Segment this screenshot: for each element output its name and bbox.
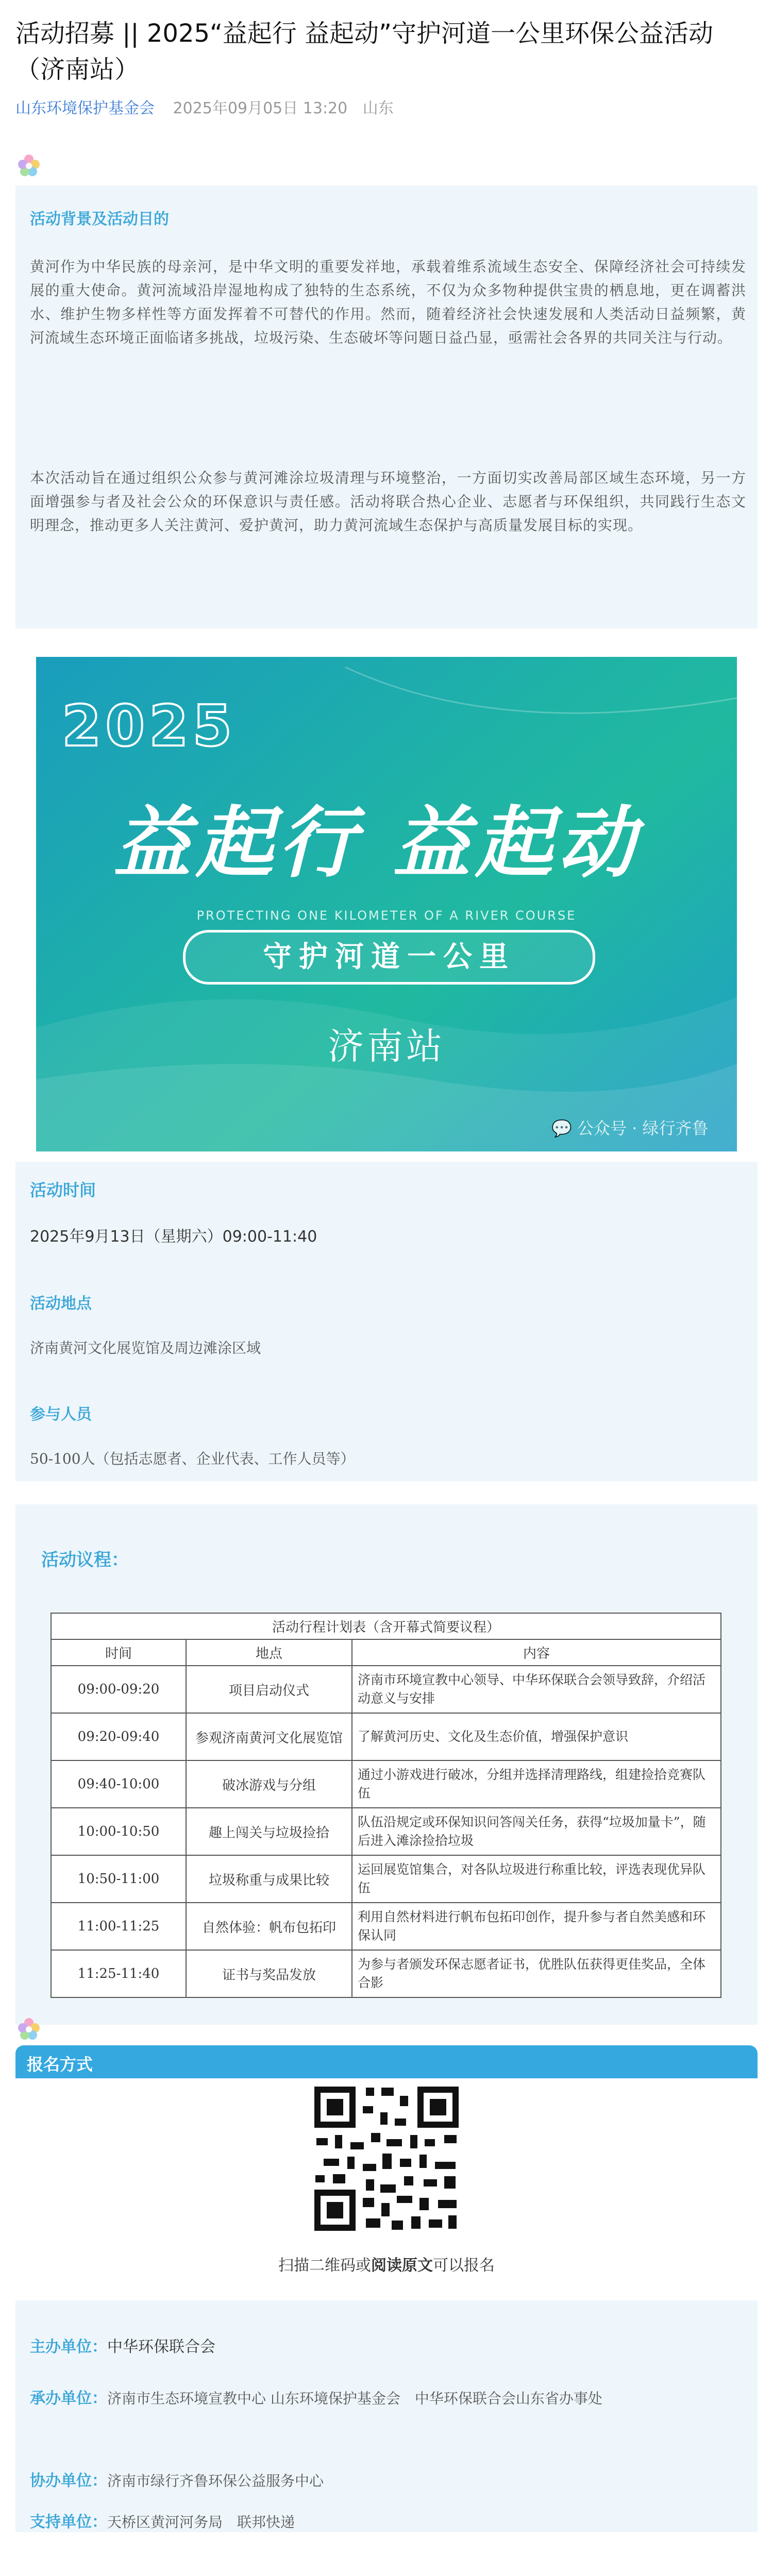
article-title: 活动招募 || 2025“益起行 益起动”守护河道一公里环保公益活动（济南站） bbox=[15, 19, 714, 84]
undertake-row bbox=[30, 2385, 751, 2412]
agenda-cell-content: 通过小游戏进行破冰，分组并选择清理路线，组建捡拾竞赛队伍 bbox=[352, 1760, 721, 1808]
agenda-row bbox=[51, 1666, 721, 1713]
agenda-cell-place: 趣上闯关与垃圾捡拾 bbox=[186, 1808, 352, 1855]
agenda-col-time: 时间 bbox=[51, 1639, 186, 1666]
support-value: 天桥区黄河河务局 联邦快递 bbox=[107, 2514, 295, 2531]
agenda-cell-time: 09:40-10:00 bbox=[51, 1760, 186, 1808]
agenda-col-content: 内容 bbox=[352, 1639, 721, 1666]
agenda-cell-time: 09:20-09:40 bbox=[51, 1713, 186, 1760]
event-banner bbox=[36, 657, 737, 1151]
agenda-cell-content: 为参与者颁发环保志愿者证书，优胜队伍获得更佳奖品，全体合影 bbox=[352, 1950, 721, 1997]
registration-bar-label: 报名方式 bbox=[27, 2055, 93, 2074]
agenda-cell-time: 11:00-11:25 bbox=[51, 1903, 186, 1950]
undertake-value: 济南市生态环境宣教中心 山东环境保护基金会 中华环保联合会山东省办事处 bbox=[107, 2390, 602, 2407]
banner-subtitle: 守护河道一公里 bbox=[183, 930, 595, 985]
time-heading: 活动时间 bbox=[30, 1180, 96, 1200]
agenda-col-place: 地点 bbox=[186, 1639, 352, 1666]
agenda-heading: 活动议程： bbox=[41, 1550, 129, 1570]
place-value: 济南黄河文化展览馆及周边滩涂区域 bbox=[30, 1340, 261, 1357]
agenda-row bbox=[51, 1713, 721, 1760]
article-date: 2025年09月05日 13:20 bbox=[173, 99, 348, 117]
info-panel bbox=[15, 1162, 758, 1481]
assist-label: 协办单位： bbox=[30, 2472, 107, 2490]
agenda-cell-content: 队伍沿规定或环保知识问答闯关任务，获得“垃圾加量卡”，随后进入滩涂捡拾垃圾 bbox=[352, 1808, 721, 1855]
background-panel bbox=[15, 185, 758, 629]
wechat-icon: 💬 bbox=[551, 1118, 572, 1138]
background-paragraph-1: 黄河作为中华民族的母亲河，是中华文明的重要发祥地，承载着维系流域生态安全、保障经济社会可持续发展的重大使命。黄河流域沿岸湿地构成了独特的生态系统，不仅为众多物种提供宝贵的栖息地，更在调蓄洪水、维护生物多样性等方面发挥着不可替代的作用。然而，随着经济社会快速发展和人类活动日益频繁，黄河流域生态环境正面临诸多挑战，垃圾污染、生态破坏等问题日益凸显，亟需社会各界的共同关注与行动。 bbox=[30, 258, 746, 346]
agenda-cell-place: 证书与奖品发放 bbox=[186, 1950, 352, 1997]
agenda-cell-content: 利用自然材料进行帆布包拓印创作，提升参与者自然美感和环保认同 bbox=[352, 1903, 721, 1950]
agenda-cell-content: 济南市环境宣教中心领导、中华环保联合会领导致辞，介绍活动意义与安排 bbox=[352, 1666, 721, 1713]
host-row bbox=[30, 2334, 215, 2357]
registration-caption-suffix: 可以报名 bbox=[433, 2257, 495, 2275]
agenda-cell-time: 09:00-09:20 bbox=[51, 1666, 186, 1713]
assist-value: 济南市绿行齐鲁环保公益服务中心 bbox=[107, 2472, 324, 2489]
place-heading: 活动地点 bbox=[30, 1295, 92, 1313]
registration-caption-prefix: 扫描二维码或 bbox=[278, 2257, 371, 2275]
people-heading: 参与人员 bbox=[30, 1405, 92, 1423]
agenda-cell-content: 运回展览馆集合，对各队垃圾进行称重比较，评选表现优异队伍 bbox=[352, 1855, 721, 1903]
agenda-cell-time: 10:50-11:00 bbox=[51, 1855, 186, 1903]
assist-row bbox=[30, 2468, 324, 2490]
agenda-row bbox=[51, 1950, 721, 1997]
agenda-cell-place: 垃圾称重与成果比较 bbox=[186, 1855, 352, 1903]
banner-station: 济南站 bbox=[328, 1025, 445, 1067]
read-original-link[interactable]: 阅读原文 bbox=[371, 2257, 433, 2275]
registration-bar bbox=[15, 2045, 758, 2078]
agenda-caption: 活动行程计划表（含开幕式简要议程） bbox=[51, 1613, 721, 1639]
background-heading: 活动背景及活动目的 bbox=[30, 210, 169, 228]
article-location: 山东 bbox=[362, 99, 394, 117]
article-meta bbox=[15, 95, 404, 118]
flower-decoration-icon bbox=[15, 2015, 42, 2042]
agenda-table bbox=[51, 1613, 721, 1998]
support-row bbox=[30, 2509, 295, 2532]
agenda-cell-time: 10:00-10:50 bbox=[51, 1808, 186, 1855]
agenda-cell-place: 项目启动仪式 bbox=[186, 1666, 352, 1713]
background-paragraph-2: 本次活动旨在通过组织公众参与黄河滩涂垃圾清理与环境整治，一方面切实改善局部区域生态环境，另一方面增强参与者及社会公众的环保意识与责任感。活动将联合热心企业、志愿者与环保组织，共同践行生态文明理念，推动更多人关注黄河、爱护黄河，助力黄河流域生态保护与高质量发展目标的实现。 bbox=[30, 469, 746, 534]
agenda-row bbox=[51, 1903, 721, 1950]
flower-decoration-icon bbox=[15, 152, 42, 179]
article-source-link[interactable]: 山东环境保护基金会 bbox=[15, 99, 155, 117]
banner-watermark-text: 公众号 · 绿行齐鲁 bbox=[577, 1118, 709, 1138]
time-value: 2025年9月13日（星期六）09:00-11:40 bbox=[30, 1228, 317, 1246]
undertake-label: 承办单位： bbox=[30, 2389, 107, 2408]
agenda-cell-content: 了解黄河历史、文化及生态价值，增强保护意识 bbox=[352, 1713, 721, 1760]
support-label: 支持单位： bbox=[30, 2513, 107, 2531]
banner-watermark bbox=[551, 1115, 709, 1139]
agenda-row bbox=[51, 1808, 721, 1855]
banner-slogan: 益起行 益起动 bbox=[113, 798, 641, 888]
banner-year: 2025 bbox=[62, 693, 237, 759]
registration-qr-code[interactable] bbox=[309, 2081, 464, 2236]
agenda-cell-place: 参观济南黄河文化展览馆 bbox=[186, 1713, 352, 1760]
agenda-cell-time: 11:25-11:40 bbox=[51, 1950, 186, 1997]
agenda-row bbox=[51, 1855, 721, 1903]
host-label: 主办单位： bbox=[30, 2338, 107, 2356]
agenda-table-wrap bbox=[51, 1613, 721, 1998]
agenda-cell-place: 自然体验：帆布包拓印 bbox=[186, 1903, 352, 1950]
host-value: 中华环保联合会 bbox=[107, 2338, 215, 2356]
banner-english: PROTECTING ONE KILOMETER OF A RIVER COURSE bbox=[196, 908, 577, 923]
people-value: 50-100人（包括志愿者、企业代表、工作人员等） bbox=[30, 1450, 355, 1467]
agenda-row bbox=[51, 1760, 721, 1808]
registration-caption bbox=[0, 2252, 773, 2275]
agenda-cell-place: 破冰游戏与分组 bbox=[186, 1760, 352, 1808]
